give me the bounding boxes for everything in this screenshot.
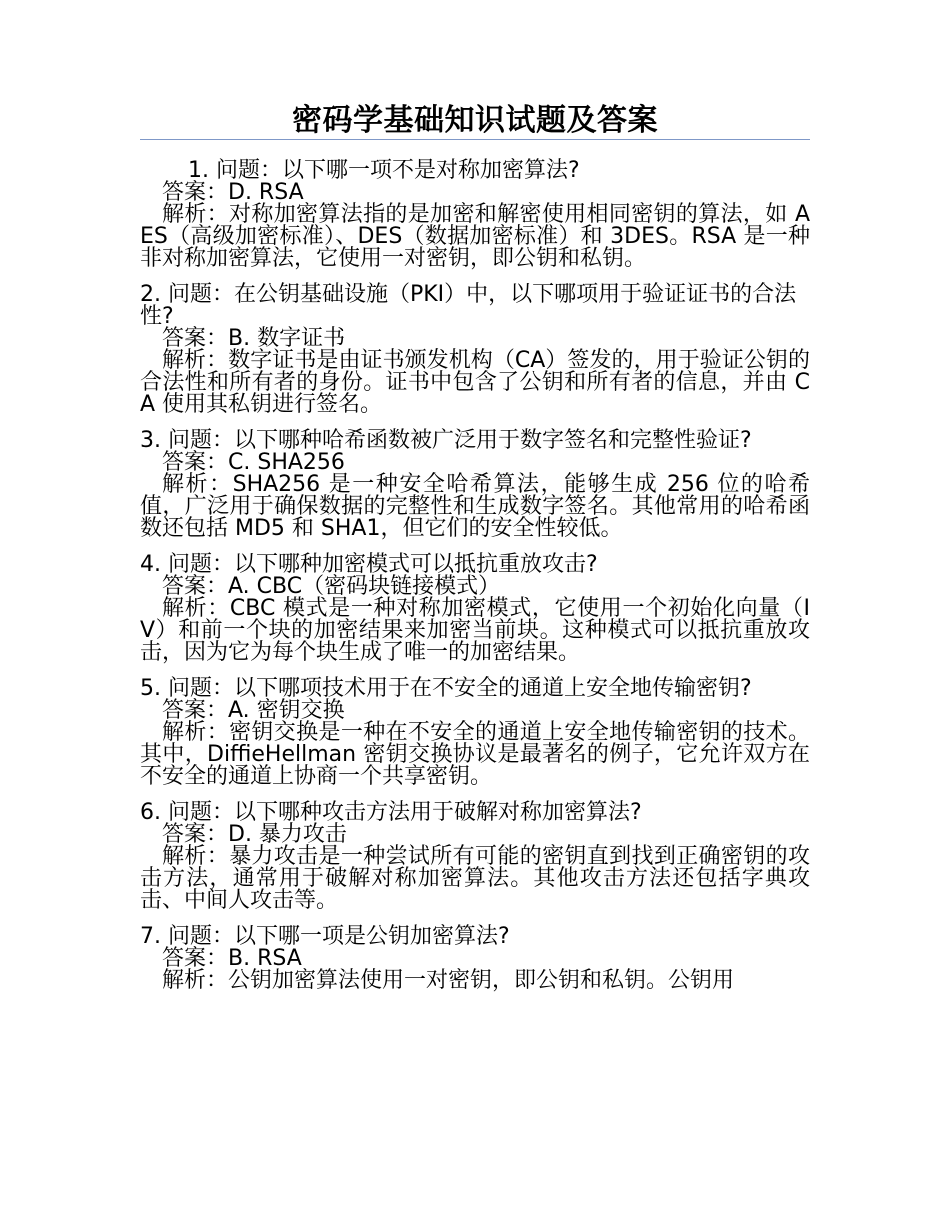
question-text: 5. 问题：以下哪项技术用于在不安全的通道上安全地传输密钥? bbox=[140, 676, 752, 701]
answer-text: 答案：A. CBC（密码块链接模式） bbox=[162, 574, 501, 599]
question-text: 3. 问题：以下哪种哈希函数被广泛用于数字签名和完整性验证? bbox=[140, 428, 752, 453]
analysis-text: 解析：公钥加密算法使用一对密钥，即公钥和私钥。公钥用 bbox=[162, 968, 735, 993]
qa-item-7 bbox=[140, 926, 810, 992]
document-title: 密码学基础知识试题及答案 bbox=[292, 103, 658, 138]
answer-text: 答案：A. 密钥交换 bbox=[162, 698, 345, 723]
answer-text: 答案：B. RSA bbox=[162, 946, 302, 971]
title-underline bbox=[140, 139, 810, 140]
question-text: 6. 问题：以下哪种攻击方法用于破解对称加密算法? bbox=[140, 800, 642, 825]
analysis-text: 解析：CBC 模式是一种对称加密模式，它使用一个初始化向量（IV）和前一个块的加密结果来加密当前块。这种模式可以抵抗重放攻击，因为它为每个块生成了唯一的加密结果。 bbox=[140, 596, 810, 665]
question-text: 7. 问题：以下哪一项是公钥加密算法? bbox=[140, 924, 510, 949]
answer-text: 答案：B. 数字证书 bbox=[162, 326, 346, 351]
answer-text: 答案：D. RSA bbox=[162, 180, 304, 205]
qa-item-5 bbox=[140, 678, 810, 788]
analysis-text: 解析：SHA256 是一种安全哈希算法，能够生成 256 位的哈希值，广泛用于确保数据的完整性和生成数字签名。其他常用的哈希函数还包括 MD5 和 SHA1，但它们的安全性较低。 bbox=[140, 472, 810, 541]
question-text: 2. 问题：在公钥基础设施（PKI）中，以下哪项用于验证证书的合法性? bbox=[140, 282, 797, 329]
analysis-text: 解析：数字证书是由证书颁发机构（CA）签发的，用于验证公钥的合法性和所有者的身份。证书中包含了公钥和所有者的信息，并由 CA 使用其私钥进行签名。 bbox=[140, 348, 810, 417]
answer-text: 答案：C. SHA256 bbox=[162, 450, 345, 475]
qa-item-1 bbox=[140, 160, 810, 270]
question-text: 1. 问题：以下哪一项不是对称加密算法? bbox=[188, 158, 580, 183]
qa-item-2 bbox=[140, 284, 810, 416]
analysis-text: 解析：密钥交换是一种在不安全的通道上安全地传输密钥的技术。其中，DiffieHellman 密钥交换协议是最著名的例子，它允许双方在不安全的通道上协商一个共享密钥。 bbox=[140, 720, 810, 789]
answer-text: 答案：D. 暴力攻击 bbox=[162, 822, 347, 847]
qa-item-3 bbox=[140, 430, 810, 540]
qa-list bbox=[140, 160, 810, 1006]
analysis-text: 解析：对称加密算法指的是加密和解密使用相同密钥的算法，如 AES（高级加密标准）、DES（数据加密标准）和 3DES。RSA 是一种非对称加密算法，它使用一对密钥，即公钥和私钥。 bbox=[140, 202, 810, 271]
qa-item-6 bbox=[140, 802, 810, 912]
question-text: 4. 问题：以下哪种加密模式可以抵抗重放攻击? bbox=[140, 552, 598, 577]
analysis-text: 解析：暴力攻击是一种尝试所有可能的密钥直到找到正确密钥的攻击方法，通常用于破解对称加密算法。其他攻击方法还包括字典攻击、中间人攻击等。 bbox=[140, 844, 810, 913]
qa-item-4 bbox=[140, 554, 810, 664]
